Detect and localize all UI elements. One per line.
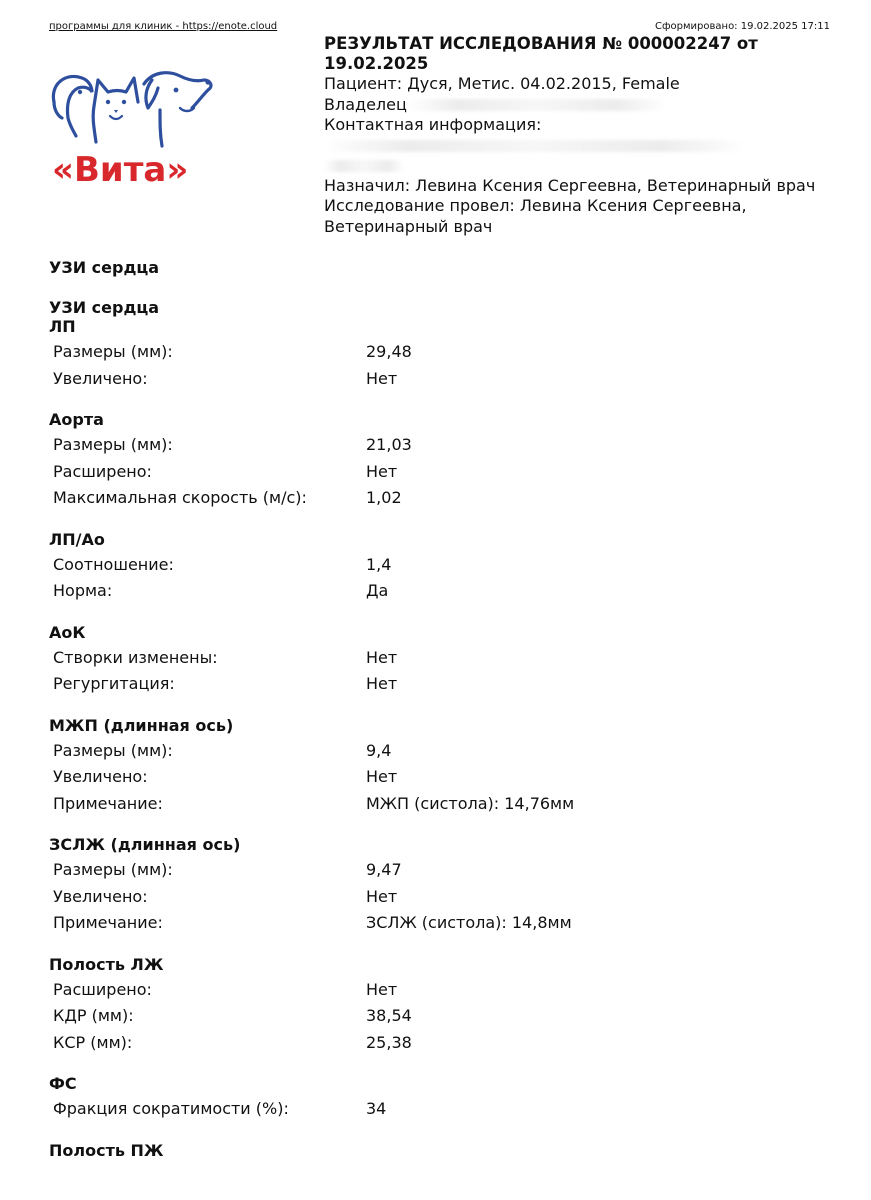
contact-label: Контактная информация: <box>324 115 542 134</box>
measurement-row <box>49 645 829 672</box>
measurement-group <box>49 298 829 392</box>
patient-info: Пациент: Дуся, Метис. 04.02.2015, Female <box>324 74 680 93</box>
owner-info <box>324 95 844 116</box>
measurement-label: Размеры (мм): <box>53 860 173 879</box>
measurement-label: КДР (мм): <box>53 1006 134 1025</box>
measurement-label: Размеры (мм): <box>53 740 173 760</box>
measurement-group <box>49 530 829 605</box>
measurement-value: 1,02 <box>366 488 402 507</box>
measurement-row <box>49 552 829 579</box>
measurement-label: Расширено: <box>53 461 152 481</box>
measurement-label: Примечание: <box>53 913 163 932</box>
measurement-label: Соотношение: <box>53 554 174 574</box>
group-title: Полость ЛЖ <box>49 954 164 974</box>
measurement-label: Фракция сократимости (%): <box>53 1099 289 1118</box>
measurement-value: Нет <box>366 674 398 693</box>
measurement-row <box>49 671 829 698</box>
group-title: АоК <box>49 622 86 642</box>
measurement-label: Максимальная скорость (м/с): <box>53 488 307 507</box>
study-content <box>49 258 829 1178</box>
section-title: УЗИ сердца <box>49 258 160 277</box>
measurement-label: Регургитация: <box>53 674 175 693</box>
parrot-cat-dog-logo-icon <box>48 62 218 152</box>
measurement-value: 29,48 <box>366 342 412 361</box>
measurement-value: 9,47 <box>366 860 402 879</box>
measurement-row <box>49 578 829 605</box>
group-title: МЖП (длинная ось) <box>49 715 234 735</box>
measurement-label: Увеличено: <box>53 368 148 388</box>
owner-label: Владелец <box>324 94 407 114</box>
measurement-value: 21,03 <box>366 435 412 454</box>
group-title: Аорта <box>49 410 104 429</box>
contact-info <box>324 115 844 136</box>
measurement-group <box>49 1141 829 1160</box>
study-groups <box>49 298 829 1160</box>
measurement-group <box>49 716 829 818</box>
clinic-software-link[interactable]: программы для клиник - https://enote.cloud <box>49 21 278 32</box>
measurement-group <box>49 410 829 512</box>
measurement-row <box>49 459 829 486</box>
measurement-label: Расширено: <box>53 979 152 999</box>
clinic-logo-text: «Вита» <box>52 150 189 190</box>
measurement-value: 25,38 <box>366 1032 412 1052</box>
measurement-row <box>49 977 829 1004</box>
measurement-row <box>49 432 829 459</box>
group-title: ЛП/Ао <box>49 529 105 549</box>
measurement-label: Примечание: <box>53 793 163 813</box>
measurement-row <box>49 910 829 937</box>
measurement-row <box>49 1096 829 1123</box>
performed-by: Исследование провел: Левина Ксения Сергеевна, Ветеринарный врач <box>324 196 747 236</box>
measurement-group <box>49 1074 829 1123</box>
measurement-value: ЗСЛЖ (систола): 14,8мм <box>366 913 572 932</box>
redacted-contact-line-2 <box>324 156 844 176</box>
measurement-value: Нет <box>366 461 398 481</box>
group-title: ЗСЛЖ (длинная ось) <box>49 835 241 854</box>
measurement-value: Нет <box>366 368 398 388</box>
measurement-value: Нет <box>366 767 398 786</box>
group-title: Полость ПЖ <box>49 1140 164 1160</box>
group-title: УЗИ сердца ЛП <box>49 298 160 336</box>
measurement-label: Размеры (мм): <box>53 342 173 361</box>
redacted-owner <box>407 99 667 111</box>
measurement-value: 9,4 <box>366 740 392 760</box>
study-title: РЕЗУЛЬТАТ ИССЛЕДОВАНИЯ № 000002247 от 19.02.2025 <box>324 34 758 73</box>
measurement-row <box>49 339 829 366</box>
measurement-value: 34 <box>366 1099 387 1118</box>
measurement-row <box>49 884 829 911</box>
measurement-row <box>49 1003 829 1030</box>
generated-timestamp: Сформировано: 19.02.2025 17:11 <box>655 21 830 32</box>
redacted-contact-line <box>324 136 844 156</box>
measurement-group <box>49 955 829 1057</box>
measurement-row <box>49 738 829 765</box>
measurement-row <box>49 366 829 393</box>
measurement-row <box>49 857 829 884</box>
measurement-label: КСР (мм): <box>53 1032 133 1052</box>
measurement-value: Нет <box>366 886 398 906</box>
measurement-value: МЖП (систола): 14,76мм <box>366 793 575 813</box>
measurement-value: 38,54 <box>366 1006 412 1025</box>
measurement-label: Размеры (мм): <box>53 435 173 454</box>
study-header <box>324 34 844 237</box>
group-title: ФС <box>49 1074 77 1093</box>
measurement-value: Да <box>366 581 389 600</box>
measurement-row <box>49 1030 829 1057</box>
measurement-row <box>49 764 829 791</box>
measurement-value: 1,4 <box>366 554 392 574</box>
measurement-row <box>49 791 829 818</box>
measurement-group <box>49 623 829 698</box>
measurement-value: Нет <box>366 979 398 999</box>
assigned-by: Назначил: Левина Ксения Сергеевна, Ветеринарный врач <box>324 175 816 195</box>
measurement-group <box>49 835 829 937</box>
measurement-label: Увеличено: <box>53 886 148 906</box>
clinic-logo <box>48 62 218 202</box>
measurement-label: Норма: <box>53 581 113 600</box>
measurement-label: Увеличено: <box>53 767 148 786</box>
measurement-label: Створки изменены: <box>53 647 218 667</box>
measurement-value: Нет <box>366 647 398 667</box>
measurement-row <box>49 485 829 512</box>
